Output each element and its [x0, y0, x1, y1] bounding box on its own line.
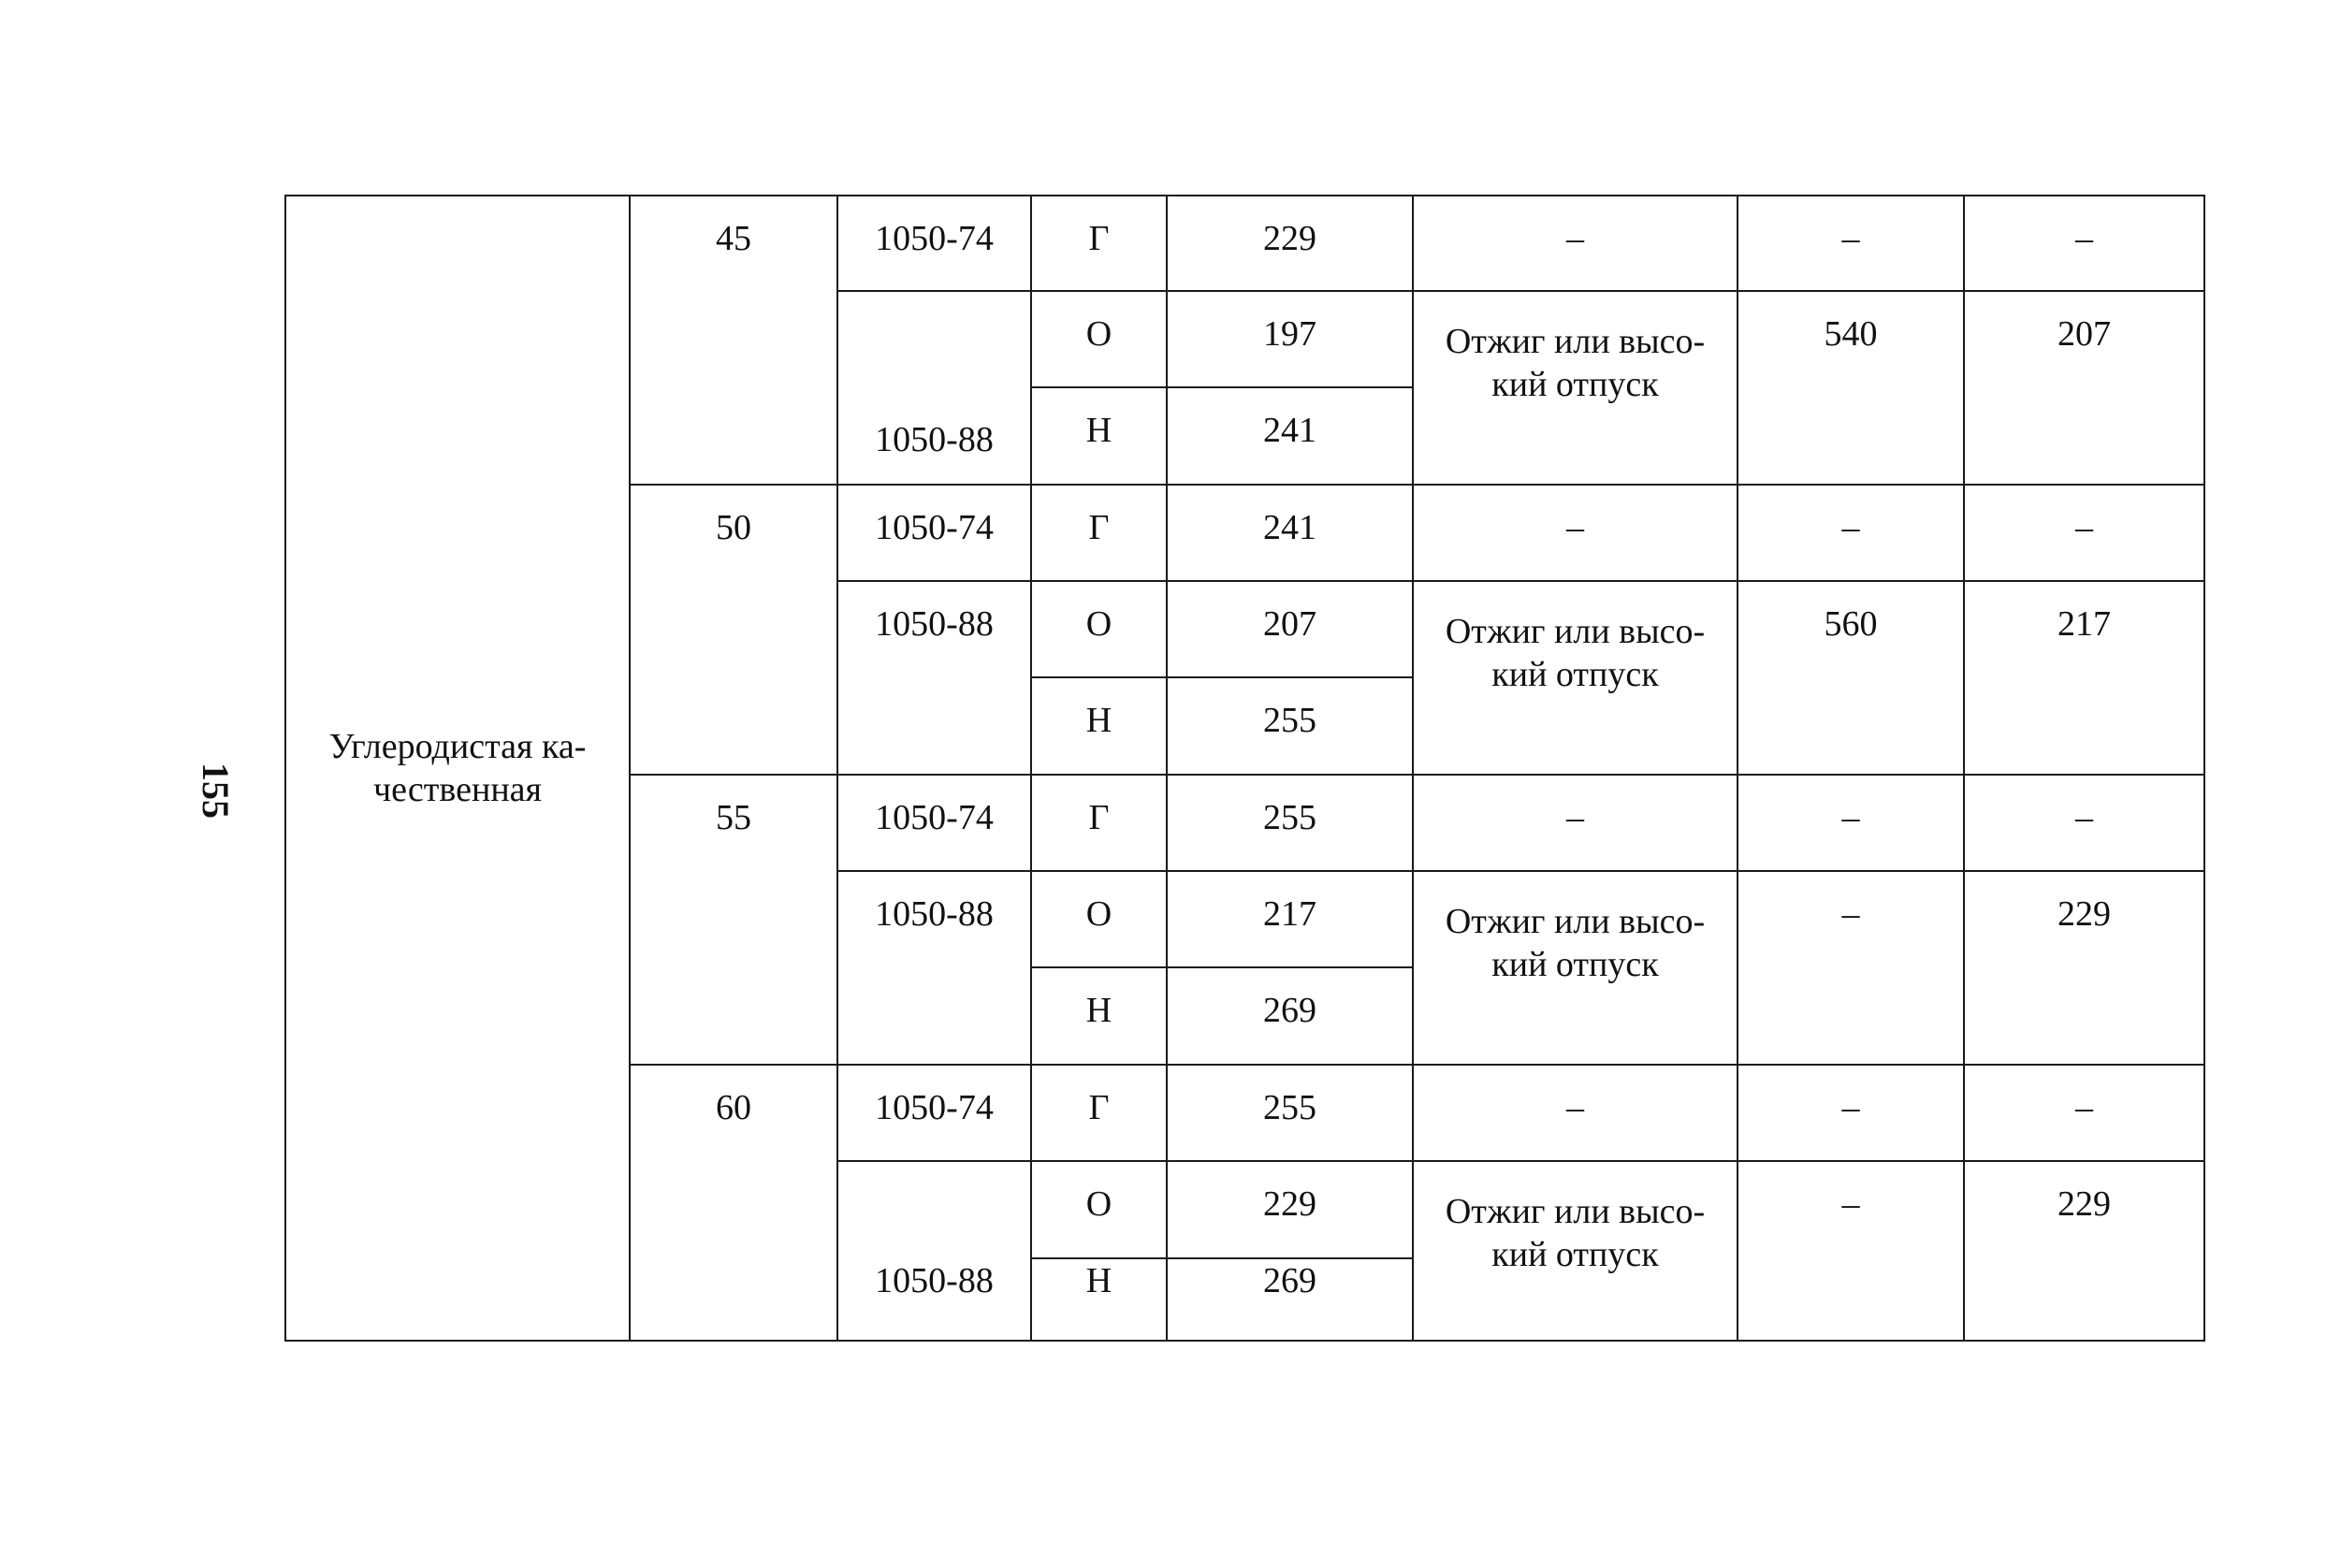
value-cell: – — [1964, 485, 2204, 581]
treatment-cell: – — [1413, 196, 1738, 291]
standard-cell: 1050-88 — [837, 291, 1031, 485]
value-cell: – — [1738, 485, 1964, 581]
value-cell: 229 — [1964, 1161, 2204, 1341]
value-cell: 540 — [1738, 291, 1964, 485]
value-cell: – — [1738, 196, 1964, 291]
value-cell: – — [1738, 871, 1964, 1065]
hardness-cell: 229 — [1167, 196, 1413, 291]
code-cell: Г — [1031, 196, 1167, 291]
standard-cell: 1050-74 — [837, 485, 1031, 581]
hardness-cell: 255 — [1167, 775, 1413, 871]
value-cell: – — [1964, 196, 2204, 291]
value-cell: 217 — [1964, 581, 2204, 775]
treatment-cell: Отжиг или высо- кий отпуск — [1413, 871, 1738, 1065]
value-cell: – — [1738, 1161, 1964, 1341]
value-cell: – — [1964, 775, 2204, 871]
standard-cell: 1050-88 — [837, 1161, 1031, 1341]
page-number: 155 — [195, 762, 237, 819]
code-cell: О — [1031, 581, 1167, 677]
treatment-cell: Отжиг или высо- кий отпуск — [1413, 581, 1738, 775]
standard-cell: 1050-74 — [837, 775, 1031, 871]
standard-cell: 1050-88 — [837, 871, 1031, 1065]
code-cell: Г — [1031, 775, 1167, 871]
hardness-cell: 269 — [1167, 1258, 1413, 1341]
grade-cell: 45 — [630, 196, 837, 485]
value-cell: 560 — [1738, 581, 1964, 775]
grade-cell: 60 — [630, 1065, 837, 1341]
hardness-cell: 241 — [1167, 387, 1413, 485]
code-cell: О — [1031, 291, 1167, 387]
treatment-cell: – — [1413, 775, 1738, 871]
value-cell: 229 — [1964, 871, 2204, 1065]
treatment-cell: – — [1413, 485, 1738, 581]
grade-cell: 55 — [630, 775, 837, 1065]
hardness-cell: 229 — [1167, 1161, 1413, 1258]
code-cell: Н — [1031, 967, 1167, 1065]
code-cell: Н — [1031, 387, 1167, 485]
code-cell: О — [1031, 1161, 1167, 1258]
code-cell: Г — [1031, 485, 1167, 581]
treatment-cell: – — [1413, 1065, 1738, 1161]
value-cell: – — [1964, 1065, 2204, 1161]
treatment-cell: Отжиг или высо- кий отпуск — [1413, 1161, 1738, 1341]
code-cell: О — [1031, 871, 1167, 967]
value-cell: – — [1738, 1065, 1964, 1161]
standard-cell: 1050-74 — [837, 196, 1031, 291]
steel-group-label: Углеродистая ка- чественная — [285, 196, 630, 1341]
hardness-cell: 197 — [1167, 291, 1413, 387]
hardness-cell: 255 — [1167, 1065, 1413, 1161]
standard-cell: 1050-88 — [837, 581, 1031, 775]
hardness-cell: 207 — [1167, 581, 1413, 677]
code-cell: Н — [1031, 677, 1167, 775]
grade-cell: 50 — [630, 485, 837, 775]
code-cell: Н — [1031, 1258, 1167, 1341]
hardness-cell: 255 — [1167, 677, 1413, 775]
hardness-cell: 241 — [1167, 485, 1413, 581]
value-cell: – — [1738, 775, 1964, 871]
hardness-cell: 269 — [1167, 967, 1413, 1065]
hardness-cell: 217 — [1167, 871, 1413, 967]
steel-hardness-table — [284, 195, 2205, 1342]
standard-cell: 1050-74 — [837, 1065, 1031, 1161]
treatment-cell: Отжиг или высо- кий отпуск — [1413, 291, 1738, 485]
code-cell: Г — [1031, 1065, 1167, 1161]
value-cell: 207 — [1964, 291, 2204, 485]
